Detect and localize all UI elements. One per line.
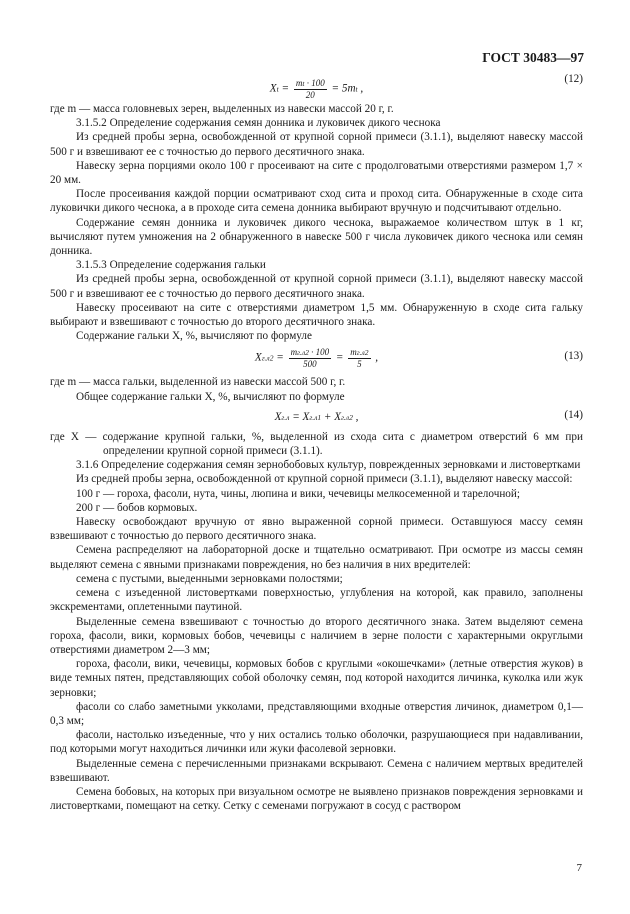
equation-14-number: (14) (564, 408, 583, 421)
page-body (50, 72, 583, 813)
equation-14-formula: Xг.л = Xг.л1 + Xг.л2 , (274, 410, 359, 423)
paragraph: где m — масса головневых зерен, выделенных из навески массой 20 г, г. (50, 103, 394, 115)
equation-12-formula: Xt = $\frac{mt \cdot 100}{20}$ = 5mt , (269, 78, 364, 100)
section-heading-3-1-6: 3.1.6 Определение содержания семян зернобобовых культур, поврежденных зерновками и листовертками (76, 459, 581, 472)
paragraph: Содержание семян донника и луковичек дикого чеснока, выражаемое количеством штук в 1 кг, вычисляют путем умножения на 2 обнаруженного в навеске 500 г числа луковичек дикого чеснока или семян донника. (50, 216, 583, 258)
paragraph: Из средней пробы зерна, освобожденной от крупной сорной примеси (3.1.1), выделяют навеску массой 500 г и взвешивают ее с точностью до первого десятичного знака. (50, 131, 583, 158)
list-item: 200 г — бобов кормовых. (76, 501, 198, 514)
paragraph: Семена бобовых, на которых при визуальном осмотре не выявлено признаков повреждения зерновками и листовертками, помещают на сетку. Сетку с семенами погружают в сосуд с раствором (50, 785, 583, 813)
paragraph: Содержание гальки X, %, вычисляют по формуле (76, 330, 312, 343)
list-item: 100 г — гороха, фасоли, нута, чины, люпина и вики, чечевицы мелкосеменной и тарелочной; (76, 487, 520, 500)
paragraph: гороха, фасоли, вики, чечевицы, кормовых бобов с круглыми «окошечками» (летные отверстия жуков) в виде темных пятен, представляющих собой оболочку семян, под которой находится личинка, куколка или жук зерновки; (50, 658, 583, 699)
section-heading-3-1-5-2: 3.1.5.2 Определение содержания семян донника и луковичек дикого чеснока (76, 117, 441, 130)
list-item: семена с изъеденной листовертками поверхностью, углубления на которой, как правило, заполнены экскрементами, оплетенными паутиной. (50, 587, 583, 614)
paragraph: Из средней пробы зерна, освобожденной от крупной сорной примеси (3.1.1), выделяют навеску массой 500 г и взвешивают ее с точностью до первого десятичного знака. (50, 273, 583, 300)
paragraph: Выделенные семена взвешивают с точностью до второго десятичного знака. Затем выделяют семена гороха, фасоли, вики, кормовых бобов, чечевицы с наличием в зерне полости с характерными округлыми отверстиями диаметром 2—3 мм; (50, 615, 583, 656)
equation-13-number: (13) (564, 350, 583, 363)
paragraph: Из средней пробы зерна, освобожденной от крупной сорной примеси (3.1.1), выделяют навеску массой: (76, 473, 573, 486)
paragraph: фасоли, настолько изъеденные, что у них остались только оболочки, разрушающиеся при надавливании, под которыми могут находиться личинки или жуки фасолевой зерновки. (50, 729, 583, 756)
paragraph: Навеску зерна порциями около 100 г просеивают на сите с продолговатыми отверстиями размером 1,7 × 20 мм. (50, 159, 583, 187)
paragraph: Навеску освобождают вручную от явно выраженной сорной примеси. Оставшуюся массу семян взвешивают с точностью до первого десятичного знака. (50, 516, 583, 543)
paragraph: После просеивания каждой порции осматривают сход сита и проход сита. Обнаруженные в сходе сита луковички дикого чеснока, а в проходе сита семена донника выбирают вручную и подсчитывают отдельно. (50, 188, 583, 215)
section-heading-3-1-5-3: 3.1.5.3 Определение содержания гальки (76, 259, 266, 272)
paragraph-definition: где X — содержание крупной гальки, %, выделенной из схода сита с диаметром отверстий 6 мм при определении крупной сорной примеси (3.1.1). (50, 430, 583, 458)
list-item: семена с пустыми, выеденными зерновками полостями; (76, 572, 343, 585)
paragraph: фасоли со слабо заметными укколами, представляющими входные отверстия личинок, диаметром 0,1—0,3 мм; (50, 700, 583, 727)
equation-12 (50, 72, 583, 102)
equation-14 (50, 404, 583, 430)
equation-13-formula: Xг.л2 = $\frac{mг.л2 \cdot 100}{500}$ = $\frac{mг.л2}{5}$ , (254, 347, 379, 370)
paragraph: где m — масса гальки, выделенной из навески массой 500 г, г. (50, 376, 346, 389)
document-header: ГОСТ 30483—97 (482, 50, 584, 65)
paragraph: Семена распределяют на лабораторной доске и тщательно осматривают. При осмотре из массы семян выделяют семена с явными признаками повреждения, но без наличия в них вредителей: (50, 544, 583, 571)
paragraph: Общее содержание гальки X, %, вычисляют по формуле (76, 390, 345, 403)
equation-13 (50, 343, 583, 375)
paragraph: Навеску просеивают на сите с отверстиями диаметром 1,5 мм. Обнаруженную в сходе сита гальку выбирают и взвешивают с точностью до второго десятичного знака. (50, 301, 583, 329)
paragraph: Выделенные семена с перечисленными признаками вскрывают. Семена с наличием мертвых вредителей взвешивают. (50, 757, 583, 784)
page-number: 7 (576, 862, 582, 874)
equation-12-number: (12) (564, 73, 583, 85)
